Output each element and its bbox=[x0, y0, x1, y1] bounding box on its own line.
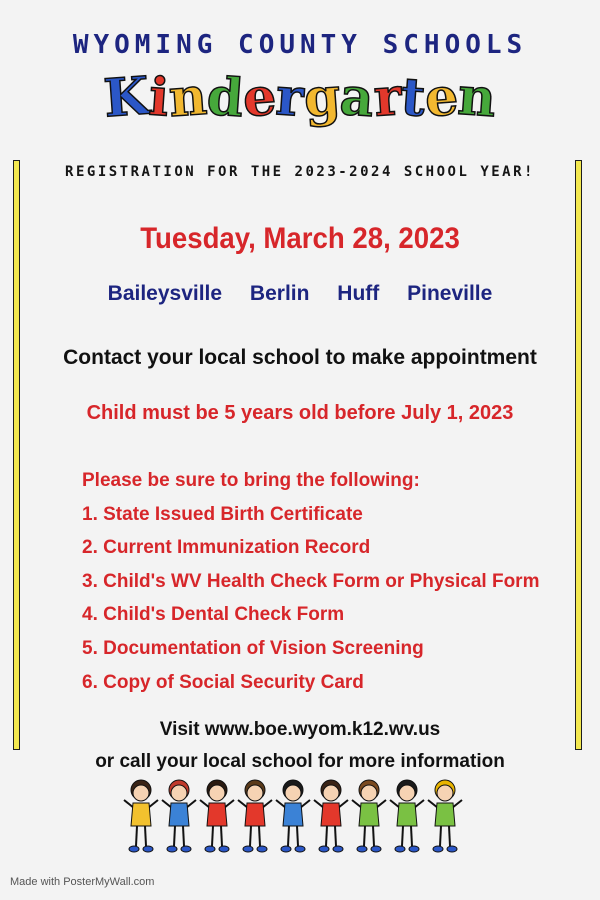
visit-info bbox=[0, 714, 600, 778]
location-berlin: Berlin bbox=[249, 282, 310, 305]
event-date: Tuesday, March 28, 2023 bbox=[140, 222, 460, 255]
bring-heading: Please be sure to bring the following: bbox=[82, 470, 420, 491]
child-figure bbox=[124, 780, 158, 852]
location-pineville: Pineville bbox=[407, 282, 493, 305]
title-letter: e bbox=[240, 65, 279, 130]
child-figure bbox=[352, 780, 386, 852]
location-list bbox=[0, 282, 600, 306]
bring-item: 5. Documentation of Vision Screening bbox=[82, 637, 424, 659]
title-letter: d bbox=[204, 65, 246, 130]
child-figure bbox=[390, 780, 424, 852]
title-letter: r bbox=[371, 66, 404, 129]
child-figure bbox=[200, 780, 234, 852]
title-letter: t bbox=[399, 66, 428, 129]
bring-item: 3. Child's WV Health Check Form or Physical Form bbox=[82, 570, 540, 592]
bring-list bbox=[82, 464, 539, 699]
location-baileysville: Baileysville bbox=[107, 282, 223, 305]
title-letter: i bbox=[147, 66, 172, 129]
call-line: or call your local school for more information bbox=[95, 751, 505, 772]
child-figure bbox=[238, 780, 272, 852]
title-letter: a bbox=[337, 65, 376, 130]
registration-line: REGISTRATION FOR THE 2023-2024 SCHOOL YEAR! bbox=[65, 164, 535, 180]
child-figure bbox=[276, 780, 310, 852]
poster-credit: Made with PosterMyWall.com bbox=[10, 876, 155, 888]
kindergarten-letters bbox=[101, 65, 499, 130]
title-letter: g bbox=[301, 65, 343, 130]
title-letter: r bbox=[274, 66, 306, 129]
left-yellow-bar bbox=[13, 160, 20, 750]
child-figure bbox=[162, 780, 196, 852]
title-letter: K bbox=[101, 65, 152, 130]
title-letter: e bbox=[422, 65, 461, 130]
kindergarten-title bbox=[0, 65, 600, 134]
child-figure bbox=[428, 780, 462, 852]
bring-item: 6. Copy of Social Security Card bbox=[82, 671, 364, 693]
bring-item: 1. State Issued Birth Certificate bbox=[82, 503, 363, 525]
age-requirement: Child must be 5 years old before July 1, 2023 bbox=[86, 402, 514, 424]
website-line: Visit www.boe.wyom.k12.wv.us bbox=[159, 719, 441, 740]
children-illustration bbox=[122, 776, 468, 860]
child-figure bbox=[314, 780, 348, 852]
right-yellow-bar bbox=[575, 160, 582, 750]
bring-item: 4. Child's Dental Check Form bbox=[82, 604, 345, 626]
district-header: WYOMING COUNTY SCHOOLS bbox=[72, 30, 528, 60]
title-letter: n bbox=[456, 65, 499, 130]
contact-instruction: Contact your local school to make appointment bbox=[63, 346, 537, 369]
bring-item: 2. Current Immunization Record bbox=[82, 537, 371, 559]
title-letter: n bbox=[166, 65, 209, 130]
location-huff: Huff bbox=[337, 282, 380, 305]
